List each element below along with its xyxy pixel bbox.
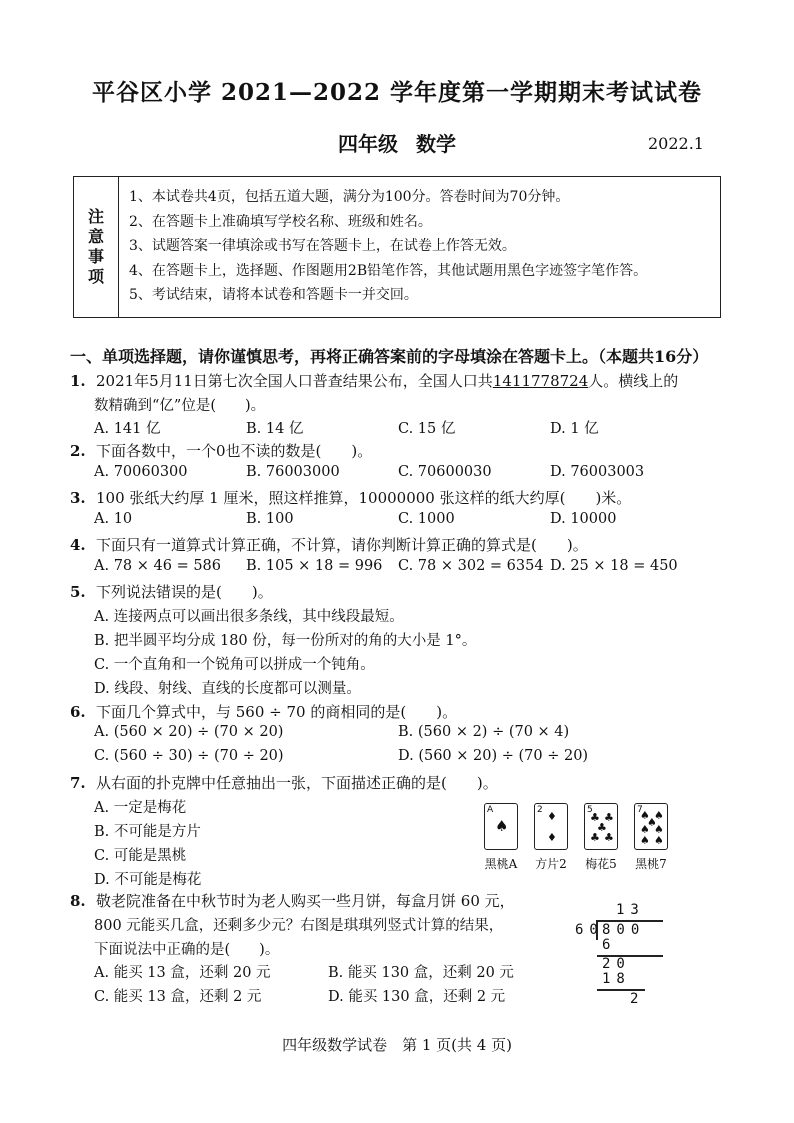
question-number: 6. bbox=[70, 703, 86, 721]
spade-icon: ♠ bbox=[640, 823, 650, 836]
question-stem: 2021年5月11日第七次全国人口普查结果公布，全国人口共 bbox=[96, 372, 493, 390]
question-stem: 100 张纸大约厚 1 厘米，照这样推算，10000000 张这样的纸大约厚( )米。 bbox=[96, 489, 632, 507]
question-stem: 敬老院准备在中秋节时为老人购买一些月饼，每盒月饼 60 元， bbox=[96, 892, 515, 910]
question-number: 4. bbox=[70, 536, 86, 554]
question-number: 2. bbox=[70, 442, 86, 460]
question-8-line2: 800 元能买几盒，还剩多少元？右图是琪琪列竖式计算的结果， bbox=[94, 918, 504, 934]
option-b: B. 不可能是方片 bbox=[94, 824, 201, 840]
option-d: D. 不可能是梅花 bbox=[94, 872, 202, 888]
question-number: 1. bbox=[70, 372, 86, 390]
question-1 bbox=[70, 370, 678, 391]
page-footer: 四年级数学试卷 第 1 页(共 4 页) bbox=[282, 1036, 512, 1054]
option-b: B. 100 bbox=[246, 511, 294, 527]
card-label: 黑桃7 bbox=[635, 857, 667, 871]
question-6 bbox=[70, 701, 457, 722]
diamond-icon: ♦ bbox=[547, 810, 557, 823]
question-number: 7. bbox=[70, 774, 86, 792]
notice-item: 5、考试结束，请将本试卷和答题卡一并交回。 bbox=[129, 287, 418, 303]
playing-card-diamond-2 bbox=[534, 803, 568, 850]
option-a: A. 141 亿 bbox=[94, 421, 161, 437]
option-c: C. 1000 bbox=[398, 511, 455, 527]
question-stem: 下面只有一道算式计算正确，不计算，请你判断计算正确的算式是( )。 bbox=[96, 536, 588, 554]
option-d: D. 10000 bbox=[550, 511, 617, 527]
question-stem: 下列说法错误的是( )。 bbox=[96, 583, 273, 601]
question-8-line3: 下面说法中正确的是( )。 bbox=[94, 942, 280, 958]
option-d: D. 76003003 bbox=[550, 464, 645, 480]
card-label: 方片2 bbox=[535, 857, 567, 871]
question-5 bbox=[70, 581, 273, 602]
club-icon: ♣ bbox=[604, 831, 614, 844]
notice-label bbox=[74, 177, 119, 317]
option-c: C. (560 ÷ 30) ÷ (70 ÷ 20) bbox=[94, 748, 284, 764]
notice-item: 2、在答题卡上准确填写学校名称、班级和姓名。 bbox=[129, 213, 432, 230]
question-number: 8. bbox=[70, 892, 86, 910]
club-icon: ♣ bbox=[597, 821, 607, 834]
spade-icon: ♠ bbox=[654, 823, 664, 836]
option-b: B. 能买 130 盒，还剩 20 元 bbox=[328, 965, 514, 981]
option-d: D. 1 亿 bbox=[550, 421, 599, 437]
club-icon: ♣ bbox=[604, 811, 614, 824]
card-rank: A bbox=[487, 805, 494, 815]
card-label: 黑桃A bbox=[484, 857, 518, 871]
question-1-line2: 数精确到“亿”位是( )。 bbox=[94, 398, 266, 414]
option-b: B. 76003000 bbox=[246, 464, 340, 480]
option-b: B. 14 亿 bbox=[246, 421, 304, 437]
card-rank: 2 bbox=[537, 805, 543, 815]
question-4 bbox=[70, 534, 588, 555]
notice-items bbox=[119, 177, 720, 317]
option-b: B. (560 × 2) ÷ (70 × 4) bbox=[398, 724, 570, 740]
option-a: A. 10 bbox=[94, 511, 133, 527]
section-heading: 一、单项选择题，请你谨慎思考，再将正确答案前的字母填涂在答题卡上。（本题共16分） bbox=[70, 347, 709, 366]
spade-icon: ♠ bbox=[647, 816, 657, 829]
notice-label-char: 项 bbox=[87, 267, 104, 286]
option-c: C. 一个直角和一个锐角可以拼成一个钝角。 bbox=[94, 657, 375, 673]
question-7 bbox=[70, 772, 498, 793]
question-stem: 下面几个算式中，与 560 ÷ 70 的商相同的是( )。 bbox=[96, 703, 458, 721]
option-d: D. 线段、射线、直线的长度都可以测量。 bbox=[94, 681, 361, 697]
question-number: 5. bbox=[70, 583, 86, 601]
card-label: 梅花5 bbox=[585, 857, 617, 871]
card-rank: 5 bbox=[587, 805, 593, 815]
option-c: C. 78 × 302 = 6354 bbox=[398, 558, 544, 574]
underlined-number: 1411778724 bbox=[492, 372, 589, 390]
question-8 bbox=[70, 890, 515, 911]
spade-icon: ♠ bbox=[495, 817, 509, 835]
question-2 bbox=[70, 440, 372, 461]
division-step: 18 bbox=[602, 971, 631, 987]
playing-card-spade-a bbox=[484, 803, 518, 850]
playing-card-club-5 bbox=[584, 803, 618, 850]
option-c: C. 15 亿 bbox=[398, 421, 456, 437]
subject-label: 数学 bbox=[416, 132, 456, 156]
option-a: A. 连接两点可以画出很多条线，其中线段最短。 bbox=[94, 609, 404, 625]
notice-label-char: 事 bbox=[87, 247, 104, 266]
playing-card-spade-7 bbox=[634, 803, 668, 850]
option-c: C. 能买 13 盒，还剩 2 元 bbox=[94, 989, 262, 1005]
card-rank: 7 bbox=[637, 805, 643, 815]
question-number: 3. bbox=[70, 489, 86, 507]
option-a: A. 一定是梅花 bbox=[94, 800, 187, 816]
option-a: A. 78 × 46 = 586 bbox=[94, 558, 222, 574]
question-3 bbox=[70, 487, 631, 508]
spade-icon: ♠ bbox=[654, 809, 664, 822]
notice-item: 3、试题答案一律填涂或书写在答题卡上，在试卷上作答无效。 bbox=[129, 238, 516, 254]
notice-item: 1、本试卷共4页，包括五道大题，满分为100分。答卷时间为70分钟。 bbox=[129, 189, 570, 205]
notice-label-char: 注 bbox=[87, 207, 104, 226]
division-divisor: 60 bbox=[575, 922, 604, 938]
option-b: B. 把半圆平均分成 180 份，每一份所对的角的大小是 1°。 bbox=[94, 633, 477, 649]
option-d: D. 25 × 18 = 450 bbox=[550, 558, 678, 574]
division-dividend: 800 bbox=[602, 922, 646, 938]
grade-label: 四年级 bbox=[338, 132, 398, 156]
spade-icon: ♠ bbox=[654, 834, 664, 847]
division-step: 6 bbox=[602, 937, 617, 953]
option-c: C. 70600030 bbox=[398, 464, 492, 480]
division-step: 20 bbox=[602, 956, 631, 972]
notice-box bbox=[73, 176, 721, 318]
exam-date: 2022.1 bbox=[648, 134, 704, 153]
option-a: A. 70060300 bbox=[94, 464, 188, 480]
spade-icon: ♠ bbox=[640, 834, 650, 847]
exam-title: 平谷区小学 2021—2022 学年度第一学期期末考试试卷 bbox=[91, 79, 703, 106]
question-stem: 从右面的扑克牌中任意抽出一张，下面描述正确的是( )。 bbox=[96, 774, 498, 792]
notice-item: 4、在答题卡上，选择题、作图题用2B铅笔作答，其他试题用黑色字迹签字笔作答。 bbox=[129, 262, 648, 279]
option-c: C. 可能是黑桃 bbox=[94, 848, 187, 864]
option-d: D. (560 × 20) ÷ (70 ÷ 20) bbox=[398, 748, 589, 764]
question-stem: 人。横线上的 bbox=[588, 372, 679, 390]
club-icon: ♣ bbox=[590, 831, 600, 844]
notice-label-char: 意 bbox=[87, 227, 104, 246]
spade-icon: ♠ bbox=[640, 809, 650, 822]
diamond-icon: ♦ bbox=[547, 831, 557, 844]
question-stem: 下面各数中，一个0也不读的数是( )。 bbox=[96, 442, 373, 460]
option-a: A. (560 × 20) ÷ (70 × 20) bbox=[94, 724, 284, 740]
division-remainder: 2 bbox=[630, 991, 645, 1007]
club-icon: ♣ bbox=[590, 811, 600, 824]
option-a: A. 能买 13 盒，还剩 20 元 bbox=[94, 965, 271, 981]
option-d: D. 能买 130 盒，还剩 2 元 bbox=[328, 989, 506, 1005]
option-b: B. 105 × 18 = 996 bbox=[246, 558, 383, 574]
division-quotient: 13 bbox=[616, 902, 645, 918]
